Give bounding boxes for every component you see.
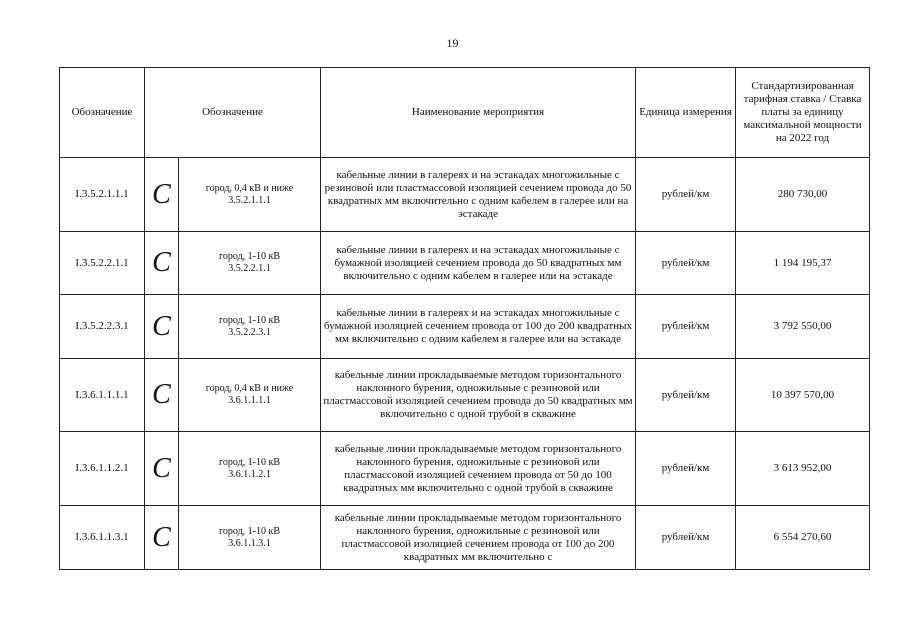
unit-cell: рублей/км: [636, 232, 736, 295]
row-code: I.3.6.1.1.3.1: [60, 506, 145, 570]
subcode-label: 3.5.2.2.3.1: [228, 326, 271, 338]
row-code: I.3.6.1.1.2.1: [60, 432, 145, 506]
category-label: город, 0,4 кВ и ниже: [205, 182, 294, 194]
table-row: [60, 359, 870, 432]
unit-cell: рублей/км: [636, 158, 736, 232]
table-row: [60, 295, 870, 359]
category-label: город, 0,4 кВ и ниже: [205, 383, 294, 394]
designation-detail: [179, 359, 321, 432]
subcode-label: 3.6.1.1.3.1: [228, 537, 271, 549]
designation-letter: C: [145, 506, 179, 570]
designation-letter: C: [145, 295, 179, 359]
subcode-label: 3.6.1.1.2.1: [228, 468, 271, 480]
table-row: [60, 232, 870, 295]
header-rate: Стандартизированная тарифная ставка / Ставка платы за единицу максимальной мощности на 2022 год: [736, 68, 870, 158]
unit-cell: рублей/км: [636, 295, 736, 359]
measure-name: кабельные линии прокладываемые методом горизонтального наклонного бурения, одножильные с резиновой или пластмассовой изоляцией сечением провода от 50 до 100 квадратных мм включительно с одной трубой в скважине: [321, 432, 636, 506]
rate-cell: 3 613 952,00: [736, 432, 870, 506]
row-code: I.3.5.2.2.3.1: [60, 295, 145, 359]
designation-detail: [179, 506, 321, 570]
tariff-table: [59, 67, 870, 570]
page-number: 19: [446, 36, 459, 50]
header-designation-1: Обозначение: [60, 68, 145, 158]
measure-name: кабельные линии прокладываемые методом горизонтального наклонного бурения, одножильные с резиновой или пластмассовой изоляцией сечением провода от 100 до 200 квадратных мм включительно с: [321, 506, 636, 570]
measure-name: кабельные линии прокладываемые методом горизонтального наклонного бурения, одножильные с резиновой или пластмассовой изоляцией сечением провода до 50 квадратных мм включительно с одной трубой в скважине: [321, 359, 636, 432]
rate-cell: 3 792 550,00: [736, 295, 870, 359]
subcode-label: 3.5.2.1.1.1: [228, 194, 271, 206]
rate-cell: 6 554 270,60: [736, 506, 870, 570]
designation-detail: [179, 232, 321, 295]
category-label: город, 1-10 кВ: [219, 314, 281, 326]
category-label: город, 1-10 кВ: [219, 251, 281, 262]
designation-letter: C: [145, 232, 179, 295]
rate-cell: 280 730,00: [736, 158, 870, 232]
rate-cell: 1 194 195,37: [736, 232, 870, 295]
measure-name: кабельные линии в галереях и на эстакадах многожильные с резиновой или пластмассовой изоляцией сечением провода до 50 квадратных мм включительно с одним кабелем в галерее или на эстакаде: [321, 158, 636, 232]
subcode-label: 3.5.2.2.1.1: [228, 263, 271, 274]
unit-cell: рублей/км: [636, 506, 736, 570]
unit-cell: рублей/км: [636, 432, 736, 506]
designation-letter: C: [145, 158, 179, 232]
category-label: город, 1-10 кВ: [219, 525, 281, 537]
measure-name: кабельные линии в галереях и на эстакадах многожильные с бумажной изоляцией сечением провода до 50 квадратных мм включительно с одним кабелем в галерее или на эстакаде: [321, 232, 636, 295]
designation-detail: [179, 158, 321, 232]
rate-cell: 10 397 570,00: [736, 359, 870, 432]
designation-letter: C: [145, 432, 179, 506]
subcode-label: 3.6.1.1.1.1: [228, 395, 271, 406]
category-label: город, 1-10 кВ: [219, 456, 281, 468]
row-code: I.3.5.2.1.1.1: [60, 158, 145, 232]
table-header-row: [60, 68, 870, 158]
row-code: I.3.5.2.2.1.1: [60, 232, 145, 295]
designation-detail: [179, 295, 321, 359]
designation-detail: [179, 432, 321, 506]
table-row: [60, 432, 870, 506]
unit-cell: рублей/км: [636, 359, 736, 432]
header-designation-2: Обозначение: [145, 68, 321, 158]
row-code: I.3.6.1.1.1.1: [60, 359, 145, 432]
header-measure-name: Наименование мероприятия: [321, 68, 636, 158]
table-row: [60, 506, 870, 570]
table-row: [60, 158, 870, 232]
header-unit: Единица измерения: [636, 68, 736, 158]
measure-name: кабельные линии в галереях и на эстакадах многожильные с бумажной изоляцией сечением провода от 100 до 200 квадратных мм включительно с одним кабелем в галерее или на эстакаде: [321, 295, 636, 359]
designation-letter: C: [145, 359, 179, 432]
